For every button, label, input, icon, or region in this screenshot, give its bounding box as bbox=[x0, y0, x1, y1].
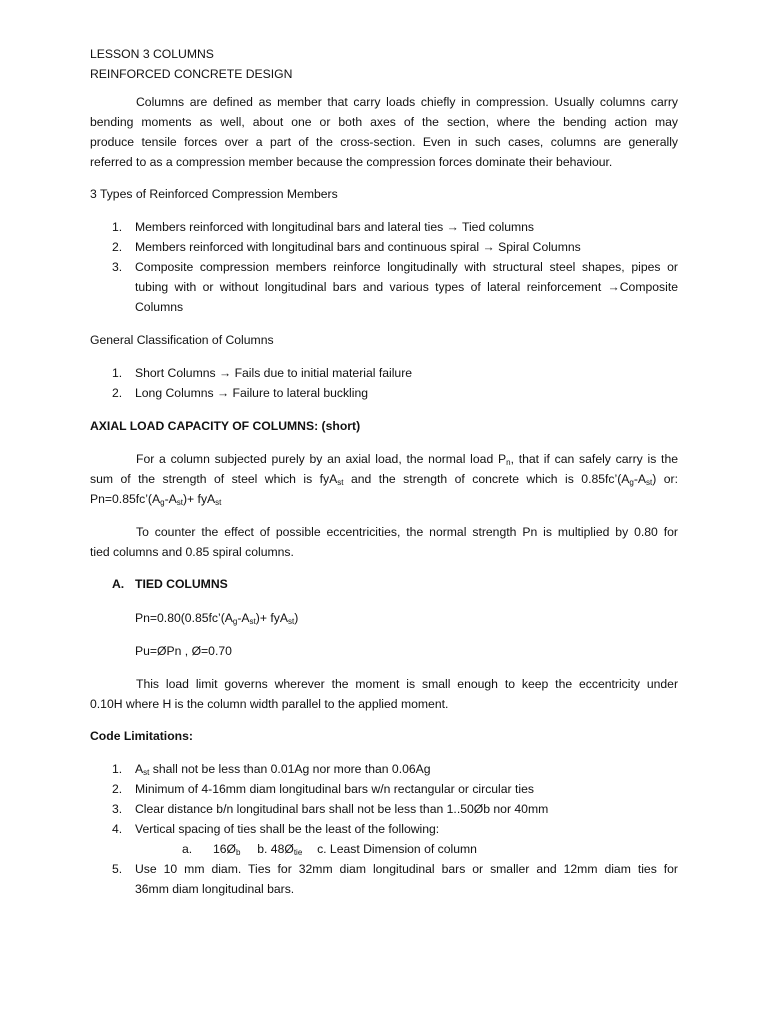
list-item: Use 10 mm diam. Ties for 32mm diam longitudinal bars or smaller and 12mm diam ties for bbox=[135, 862, 678, 876]
sub-item-c: c. Least Dimension of column bbox=[317, 842, 477, 856]
tied-formula-2: Pu=ØPn , Ø=0.70 bbox=[135, 644, 232, 658]
list-item: Clear distance b/n longitudinal bars shall not be less than 1..50Øb nor 40mm bbox=[135, 802, 549, 816]
list-number: 1. bbox=[112, 762, 123, 776]
intro-line-3: produce tensile forces over a part of the cross-section. Even in such cases, columns are generally bbox=[90, 135, 678, 149]
list-number: 1. bbox=[112, 220, 123, 234]
tied-formula-1: $Pn=0.80(0.85fc’(A_g-A_{st})+ fyA_{st})$ bbox=[135, 611, 299, 626]
axial-heading: AXIAL LOAD CAPACITY OF COLUMNS: (short) bbox=[90, 419, 361, 433]
axial-formula: $Pn=0.85fc’(A_g-A_{st})+ fyA_{st}$ bbox=[90, 492, 222, 507]
list-number: 2. bbox=[112, 386, 123, 400]
list-number: 4. bbox=[112, 822, 123, 836]
list-item: 36mm diam longitudinal bars. bbox=[135, 882, 295, 896]
list-number: 2. bbox=[112, 782, 123, 796]
list-item: Minimum of 4-16mm diam longitudinal bars w/n rectangular or circular ties bbox=[135, 782, 534, 796]
types-heading: 3 Types of Reinforced Compression Members bbox=[90, 187, 338, 201]
tied-p-line-1: This load limit governs wherever the moment is small enough to keep the eccentricity under bbox=[136, 677, 678, 691]
classification-heading: General Classification of Columns bbox=[90, 333, 274, 347]
axial-p2-line-2: tied columns and 0.85 spiral columns. bbox=[90, 545, 294, 559]
tied-p-line-2: 0.10H where H is the column width parallel to the applied moment. bbox=[90, 697, 449, 711]
axial-p1-line-1: For a column subjected purely by an axial load, the normal load $P_n$, that if can safely carry is the bbox=[136, 452, 678, 467]
list-item: Composite compression members reinforce longitudinally with structural steel shapes, pipes or bbox=[135, 260, 678, 274]
list-item: Columns bbox=[135, 300, 184, 314]
list-number: 3. bbox=[112, 802, 123, 816]
list-number: 3. bbox=[112, 260, 123, 274]
list-number: 5. bbox=[112, 862, 123, 876]
sub-item-a: $16Ø_b$ bbox=[212, 842, 241, 857]
intro-line-4: referred to as a compression member because the compression forces dominate their behaviour. bbox=[90, 155, 613, 169]
list-item: tubing with or without longitudinal bars and various types of lateral reinforcement →Composite bbox=[135, 280, 678, 294]
axial-p2-line-1: To counter the effect of possible eccentricities, the normal strength Pn is multiplied by 0.80 for bbox=[136, 525, 678, 539]
sub-list bbox=[182, 839, 678, 859]
list-item: Members reinforced with longitudinal bars and continuous spiral → Spiral Columns bbox=[135, 240, 581, 254]
sub-item-b: b. $48Ø_{tie}$ bbox=[257, 842, 303, 857]
tied-heading: TIED COLUMNS bbox=[135, 577, 228, 591]
list-item: Vertical spacing of ties shall be the least of the following: bbox=[135, 822, 440, 836]
code-heading: Code Limitations: bbox=[90, 729, 193, 743]
intro-line-2: bending moments as well, about one or both axes of the section, where the bending action may bbox=[90, 115, 678, 129]
sub-item-a-label: a. bbox=[182, 842, 193, 856]
intro-line-1: Columns are defined as member that carry loads chiefly in compression. Usually columns carry bbox=[136, 95, 678, 109]
axial-p1-line-2: sum of the strength of steel which is fyA$_{st}$ and the strength of concrete which is $0.85fc’(A_g-A_{st})$ or: bbox=[90, 472, 678, 487]
course-title: REINFORCED CONCRETE DESIGN bbox=[90, 67, 293, 81]
list-number: 1. bbox=[112, 366, 123, 380]
list-item: Long Columns → Failure to lateral buckling bbox=[135, 386, 369, 400]
list-item: Short Columns → Fails due to initial material failure bbox=[135, 366, 413, 380]
list-number: 2. bbox=[112, 240, 123, 254]
lesson-title: LESSON 3 COLUMNS bbox=[90, 47, 214, 61]
list-item: Members reinforced with longitudinal bars and lateral ties → Tied columns bbox=[135, 220, 534, 234]
list-item: $A_{st}$ shall not be less than 0.01Ag nor more than 0.06Ag bbox=[135, 762, 431, 777]
section-label: A. bbox=[112, 577, 125, 591]
